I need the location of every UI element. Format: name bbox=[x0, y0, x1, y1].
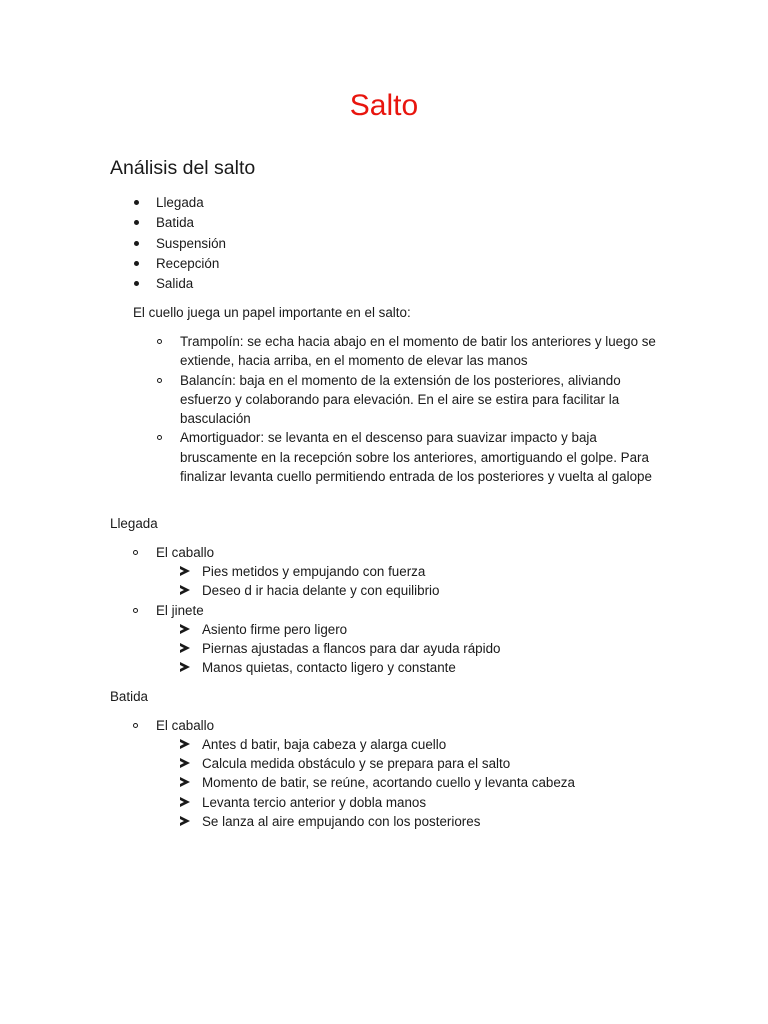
arrow-bullet-icon bbox=[180, 797, 190, 807]
circle-bullet-icon bbox=[157, 339, 162, 344]
circle-bullet-icon bbox=[133, 608, 138, 613]
circle-bullet-icon bbox=[157, 435, 162, 440]
arrow-bullet-icon bbox=[180, 624, 190, 634]
circle-bullet-icon bbox=[133, 723, 138, 728]
circle-bullet-icon bbox=[157, 378, 162, 383]
list-item: Amortiguador: se levanta en el descenso para suavizar impacto y baja bruscamente en la recepción sobre los anteriores, amortiguando el golpe. Para finalizar levanta cuello permitiendo entrada de los posteriores y vuelta al galope bbox=[156, 428, 666, 486]
circle-bullet-icon bbox=[133, 550, 138, 555]
bullet-icon bbox=[134, 200, 139, 205]
list-item: Salida bbox=[132, 274, 226, 294]
list-item: Llegada bbox=[132, 193, 226, 213]
arrow-bullet-icon bbox=[180, 662, 190, 672]
arrow-bullet-icon bbox=[180, 643, 190, 653]
arrow-bullet-icon bbox=[180, 566, 190, 576]
arrow-bullet-icon bbox=[180, 758, 190, 768]
neck-roles-list bbox=[156, 332, 666, 486]
batida-heading: Batida bbox=[110, 689, 148, 704]
arrow-bullet-icon bbox=[180, 585, 190, 595]
document-title: Salto bbox=[349, 89, 419, 122]
list-item: Batida bbox=[132, 213, 226, 233]
document-page: Salto Análisis del salto Llegada Batida Suspensión Recepción Salida El cuello juega un papel importante en el salto: Trampolín: se echa hacia abajo en el momento de batir los anteriores y luego se extiende, hacia arriba, en el momento de elevar las manos Balancín: baja en el momento de la extensión de los posteriores, aliviando esfuerzo y colaborando para elevación. En el aire se estira para facilitar la basculación Amortiguador: se levanta en el descenso para suavizar impacto y baja bruscamente en la recepción sobre los anteriores, amortiguando el golpe. Para finalizar levanta cuello permitiendo entrada de los posteriores y vuelta al galope Llegada El caballo Pies metidos y empujando con fuerza Deseo d ir hacia delante y con equilibrio El jinete Asiento firme pero ligero Piernas ajustadas a flancos para dar ayuda rápido Manos quietas, contacto ligero y constante Batida El caballo Antes d batir, baja cabeza y alarga cuello Calcula medida obstáculo y se prepara para el salto Momento de batir, se reúne, acortando cuello y levanta cabeza Levanta tercio anterior y dobla manos Se lanza al aire empujando con los posteriores bbox=[0, 0, 768, 1024]
arrow-bullet-icon bbox=[180, 816, 190, 826]
list-item: Trampolín: se echa hacia abajo en el momento de batir los anteriores y luego se extiende, hacia arriba, en el momento de elevar las manos bbox=[156, 332, 666, 371]
bullet-icon bbox=[134, 220, 139, 225]
section-heading: Análisis del salto bbox=[110, 157, 256, 179]
arrow-bullet-icon bbox=[180, 777, 190, 787]
bullet-icon bbox=[134, 281, 139, 286]
bullet-icon bbox=[134, 241, 139, 246]
list-item: Recepción bbox=[132, 254, 226, 274]
list-item: Suspensión bbox=[132, 234, 226, 254]
list-item: Balancín: baja en el momento de la extensión de los posteriores, aliviando esfuerzo y colaborando para elevación. En el aire se estira para facilitar la basculación bbox=[156, 371, 666, 429]
llegada-heading: Llegada bbox=[110, 516, 158, 531]
phases-list bbox=[132, 193, 226, 294]
intro-paragraph: El cuello juega un papel importante en el salto: bbox=[133, 305, 411, 320]
arrow-bullet-icon bbox=[180, 739, 190, 749]
bullet-icon bbox=[134, 261, 139, 266]
